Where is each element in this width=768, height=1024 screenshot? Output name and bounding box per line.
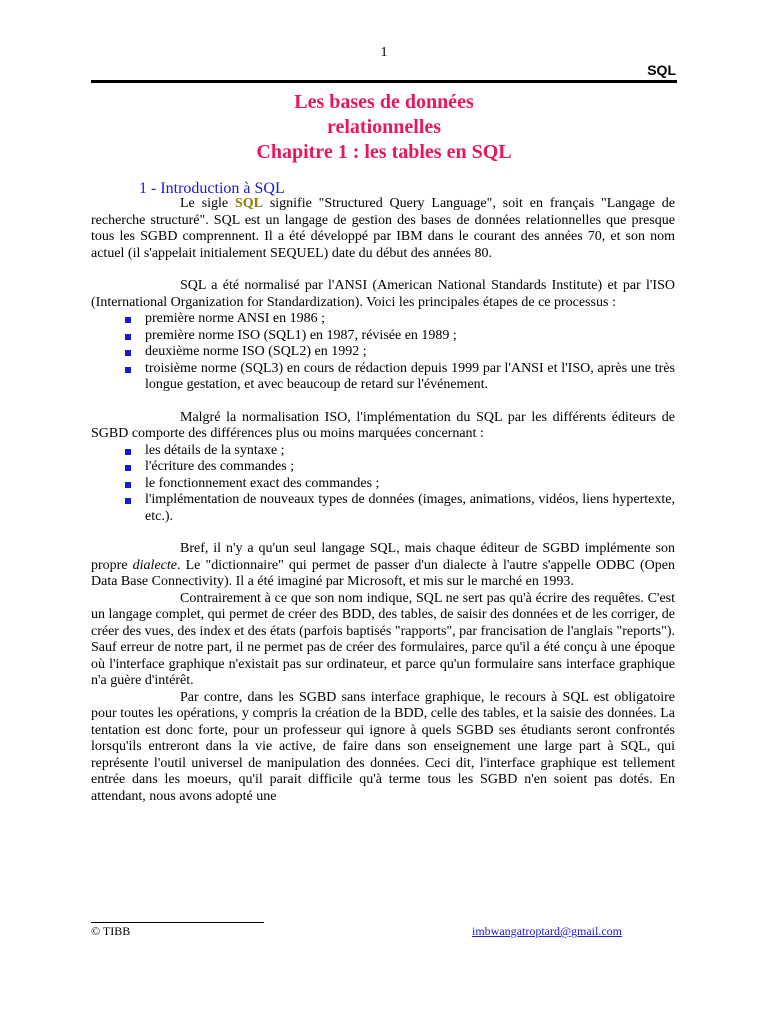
list-item xyxy=(91,311,675,328)
list-item-text: l'écriture des commandes ; xyxy=(145,459,295,474)
footer-copyright: © TIBB xyxy=(91,924,131,938)
paragraph xyxy=(91,196,675,262)
list-item xyxy=(91,328,675,345)
paragraph: Malgré la normalisation ISO, l'implémentation du SQL par les différents éditeurs de SGBD comporte des différences plus ou moins marquées concernant : xyxy=(91,409,675,441)
paragraph xyxy=(91,541,675,591)
title-line-3: Chapitre 1 : les tables en SQL xyxy=(256,141,512,163)
page-number: 1 xyxy=(380,45,388,60)
emphasis-dialecte: dialecte xyxy=(132,557,177,573)
bullet-list xyxy=(91,443,675,526)
paragraph-text: signifie "Structured Query Language", soit en français "Langage de recherche structuré". SQL est un langage de gestion des bases de données relationnelles que presque tous les SGBD comprennent. Il a été développé par IBM dans le courant des années 70, et son nom actuel (il s'appelait initialement SEQUEL) date du début des années 80. xyxy=(91,196,675,261)
header-rule xyxy=(91,80,677,83)
list-item xyxy=(91,344,675,361)
square-bullet-icon xyxy=(125,350,131,356)
square-bullet-icon xyxy=(125,465,131,471)
list-item-text: les détails de la syntaxe ; xyxy=(145,442,285,458)
section-heading: 1 - Introduction à SQL xyxy=(139,180,285,197)
list-item xyxy=(91,492,675,525)
list-item-text: le fonctionnement exact des commandes ; xyxy=(145,475,380,491)
list-item-text: première norme ANSI en 1986 ; xyxy=(145,311,326,326)
square-bullet-icon xyxy=(125,498,131,504)
list-item-text: troisième norme (SQL3) en cours de rédaction depuis 1999 par l'ANSI et l'ISO, après une très longue gestation, et avec beaucoup de retard sur l'événement. xyxy=(145,360,675,392)
list-item xyxy=(91,443,675,460)
footer-rule xyxy=(91,922,264,923)
paragraph-text: Bref, il n'y a qu'un seul langage SQL, mais chaque éditeur de SGBD implémente son propre xyxy=(91,541,675,573)
footer-email-link[interactable]: imbwangatroptard@gmail.com xyxy=(472,924,623,938)
list-item-text: deuxième norme ISO (SQL2) en 1992 ; xyxy=(145,344,367,359)
keyword-sql: SQL xyxy=(234,196,263,211)
header-label: SQL xyxy=(647,62,676,78)
square-bullet-icon xyxy=(125,367,131,373)
square-bullet-icon xyxy=(125,482,131,488)
document-body xyxy=(91,196,675,805)
paragraph: SQL a été normalisé par l'ANSI (American National Standards Institute) et par l'ISO (International Organization for Standardization). Voici les principales étapes de ce processus : xyxy=(91,278,675,310)
paragraph: Par contre, dans les SGBD sans interface graphique, le recours à SQL est obligatoire pour toutes les opérations, y compris la création de la BDD, celle des tables, et la saisie des données. La tentation est donc forte, pour un professeur qui ignore à quels SGBD ses étudiants seront confrontés lorsqu'ils entreront dans la vie active, de faire dans son enseignement une large part à SQL, qui représente l'outil universel de manipulation des données. Ceci dit, l'interface graphique est tellement entrée dans les moeurs, qu'il parait difficile qu'à terme tous les SGBD n'en soient pas dotés. En attendant, nous avons adopté une xyxy=(91,689,675,804)
list-item xyxy=(91,459,675,476)
document-title xyxy=(0,90,768,165)
square-bullet-icon xyxy=(125,317,131,323)
list-item xyxy=(91,476,675,493)
paragraph-text: Le sigle xyxy=(180,196,235,211)
paragraph: Contrairement à ce que son nom indique, SQL ne sert pas qu'à écrire des requêtes. C'est un langage complet, qui permet de créer des BDD, des tables, de saisir des données et de les corriger, de créer des vues, des index et des états (parfois baptisés "rapports", par francisation de l'anglais "reports"). Sauf erreur de notre part, il ne permet pas de créer des formulaires, parce qu'il a été conçu à une époque où l'interface graphique n'existait pas sur ordinateur, et parce qu'un formulaire sans interface graphique n'a guère d'intérêt. xyxy=(91,590,675,688)
square-bullet-icon xyxy=(125,449,131,455)
list-item-text: l'implémentation de nouveaux types de données (images, animations, vidéos, liens hypertexte, etc.). xyxy=(145,492,675,524)
square-bullet-icon xyxy=(125,334,131,340)
bullet-list xyxy=(91,311,675,394)
list-item-text: première norme ISO (SQL1) en 1987, révisée en 1989 ; xyxy=(145,327,457,343)
title-line-2: relationnelles xyxy=(326,116,442,138)
list-item xyxy=(91,361,675,394)
title-line-1: Les bases de données xyxy=(294,91,474,113)
paragraph-text: . Le "dictionnaire" qui permet de passer d'un dialecte à l'autre s'appelle ODBC (Open Data Base Connectivity). Il a été imaginé par Microsoft, et mis sur le marché en 1993. xyxy=(91,557,675,589)
